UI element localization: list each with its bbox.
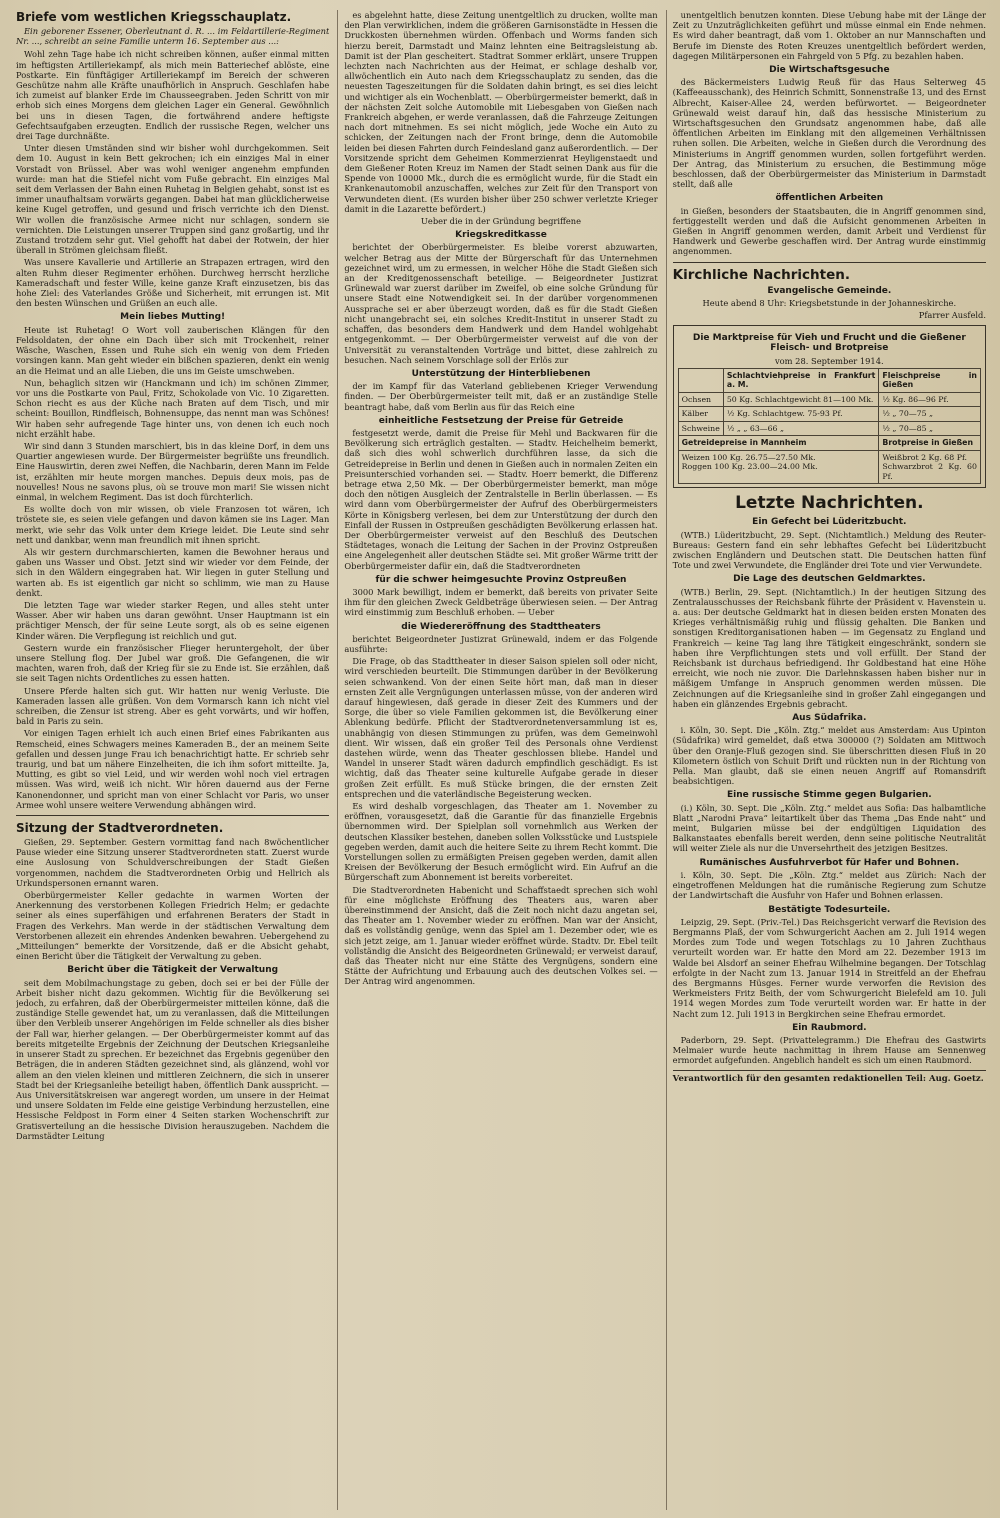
paragraph: (i.) Köln, 30. Sept. Die „Köln. Ztg.“ meldet aus Sofia: Das halbamtliche Blatt „Narodni Prava“ leitartikelt über das Thema „Das Ende naht“ und meint, Bulgarien müsse bei der endgültigen Liquidation des Balkanstaates ebenfalls bereit werden, denn seine politische Neutralität will weiter Ziele als nur die Unversehrtheit des jetzigen Besitzes. <box>672 802 986 854</box>
paragraph: Gestern wurde ein französischer Flieger heruntergeholt, der über unsere Stellung flog. Der Jubel war groß. Die Gefangenen, die wir machten, waren froh, daß der Krieg für sie zu Ende ist. Sie erzählen, daß sie seit Tagen nichts Ordentliches zu essen hatten. <box>16 642 330 684</box>
table-header: Getreidepreise in Mannheim <box>678 436 879 451</box>
paragraph: Heute ist Ruhetag! O Wort voll zauberischen Klängen für den Feldsoldaten, der ohne ein Dach über sich mit Trockenheit, reiner Wäsche, Waschen, Essen und Ruhe sich ein wenig von dem Frieden vorsingen kann. Man geht wieder ein bißchen spazieren, denkt ein wenig an die Heimat und an alle Lieben, die uns im Geiste umschweben. <box>16 324 330 376</box>
paragraph: i. Köln, 30. Sept. Die „Köln. Ztg.“ meldet aus Zürich: Nach der eingetroffenen Meldungen hat die rumänische Regierung zum Schutze der Landwirtschaft die Ausfuhr von Hafer und Bohnen erlassen. <box>672 869 986 901</box>
luderitz-title: Ein Gefecht bei Lüderitzbucht. <box>752 517 907 528</box>
cell-grain: Weizen 100 Kg. 26.75—27.50 Mk. Roggen 100 Kg. 23.00—24.00 Mk. <box>678 450 879 484</box>
church-body: Heute abend 8 Uhr: Kriegsbetstunde in der Johanneskirche. <box>702 297 957 308</box>
paragraph: Die Stadtverordneten Habenicht und Schaffstaedt sprechen sich wohl für eine möglichste Eröffnung des Theaters aus, waren aber übereinstimmend der Ansicht, daß die Zeit noch nicht dazu angetan sei, das Theater am 1. November wieder zu eröffnen. Man war der Ansicht, daß es vollständig genüge, wenn das Spiel am 1. Dezember oder, wie es sich jetzt zeige, am 1. Januar wieder eröffnet würde. Stadtv. Dr. Ebel teilt vollständig die Ansicht des Beigeordneten Grünewald; er verweist darauf, daß das Theater nicht nur eine Stätte des Vergnügens, sondern eine Stätte der Aufrichtung und Erbauung auch des deutschen Volkes sei. — Der Antrag wird angenommen. <box>344 884 658 987</box>
cell-frankfurt: ½ „ „ 63—66 „ <box>723 421 879 436</box>
market-box <box>673 325 986 488</box>
paragraph: festgesetzt werde, damit die Preise für Mehl und Backwaren für die Bevölkerung sich erträglich gestalten. — Stadtv. Heichelheim bemerkt, daß sich dies wohl schwerlich durchführen lasse, da sich die Getreidepreise in Berlin und denen in Gießen auch in normalen Zeiten ein Preisunterschied vorhanden sei. — Stadtv. Hoerr bemerkt, die Differenz betrage etwa 2,50 Mk. — Der Oberbürgermeister bemerkt, man möge doch den nötigen Ausgleich der Zentralstelle in Berlin überlassen. — Es wird dann vom Oberbürgermeister der Aufruf des Oberbürgermeisters Körte in Königsberg verlesen, bei dem zur Unterstützung der durch den Einfall der Russen in Ostpreußen geschädigten Bevölkerung erlassen hat. Der Oberbürgermeister verweist auf den Beschluß des Deutschen Städtetages, wonach die Leitung der Sachen in der Provinz Ostpreußen eine Angelegenheit aller deutschen Städte sei. Mit großer Wärme tritt der Oberbürgermeister dafür ein, daß die Stadtverordneten <box>344 427 658 571</box>
verdict-title: Bestätigte Todesurteile. <box>768 904 891 915</box>
paragraph: Oberbürgermeister Keller gedachte in warmen Worten der Anerkennung des verstorbenen Kollegen Friedrich Helm; er gedachte seiner als eines superfähigen und erfahrenen Beraters der Stadt in Fragen des Verkehrs. Man werde in der städtischen Verwaltung dem Verstorbenen allezeit ein ehrendes Andenken bewahren. Uebergehend zu „Mitteilungen“ bemerkte der Vorsitzende, daß er die Absicht gehabt, einen Bericht über die Tätigkeit der Verwaltung zu geben. <box>16 890 330 962</box>
romania-title: Rumänisches Ausfuhrverbot für Hafer und Bohnen. <box>699 857 960 868</box>
letters-title: Briefe vom westlichen Kriegsschauplatz. <box>16 10 292 24</box>
paragraph: (WTB.) Berlin, 29. Sept. (Nichtamtlich.) In der heutigen Sitzung des Zentralausschusses der Reichsbank führte der Präsident v. Havenstein u. a. aus: Der deutsche Geldmarkt hat in diesen beiden ersten Monaten des Krieges verhältnismäßig ruhig und flüssig gehalten. Die Banken und sonstigen Kreditorganisationen haben — im Gegensatz zu England und Frankreich — keine Tag lang ihre Tätigkeit eingeschränkt, sondern sie haben ihre Verpflichtungen stets und voll erfüllt. Der Stand der Reichsbank ist durchaus befriedigend. Ihr Goldbestand hat eine Höhe erreicht, wie noch nie zuvor. Die Darlehnskassen haben bisher nur in mäßigem Umfange in Anspruch genommen werden müssen. Die Zeichnungen auf die Kriegsanleihe sind in großer Zahl eingegangen und haben ein glänzendes Ergebnis gebracht. <box>672 586 986 709</box>
paragraph: Leipzig, 29. Sept. (Priv.-Tel.) Das Reichsgericht verwarf die Revision des Bergmanns Plaß, der vom Schwurgericht Aachen am 2. Juli 1914 wegen Mordes zum Tode und wegen Totschlags zu 10 Jahren Zuchthaus verurteilt worden war. Er hatte den Mord am 22. Dezember 1913 im Walde bei Alsdorf an seiner Ehefrau Wilhelmine begangen. Der Totschlag erfolgte in der Nacht zum 13. Januar 1914 in Streitfeld an der Ehefrau des Bergmanns Hüsges. Ferner wurde verworfen die Revision des Werkmeisters Fritz Beith, der vom Schwurgericht Bielefeld am 10. Juli 1914 wegen Mordes zum Tode verurteilt worden war. Er hatte in der Nacht zum 12. Juli 1913 in Bergkirchen seine Ehefrau ermordet. <box>672 916 986 1019</box>
paragraph: Unsere Pferde halten sich gut. Wir hatten nur wenig Verluste. Die Kameraden lassen alle grüßen. Von dem Vormarsch kann ich nicht viel schreiben, die Zensur ist streng. Aber es geht vorwärts, und wir hoffen, bald in Paris zu sein. <box>16 685 330 727</box>
paragraph: berichtet Beigeordneter Justizrat Grünewald, indem er das Folgende ausführte: <box>344 633 658 654</box>
editor-footer: Verantwortlich für den gesamten redaktionellen Teil: Aug. Goetz. <box>673 1070 986 1084</box>
church-sub: Evangelische Gemeinde. <box>767 285 892 296</box>
paragraph: Vor einigen Tagen erhielt ich auch einen Brief eines Fabrikanten aus Remscheid, eines Schwagers meines Kameraden B., der an meinem Seite gefallen und dessen junge Frau ich benachrichtigt hatte. Er schrieb sehr traurig, und bat um nähere Einzelheiten, die ich ihm sofort mitteilte. Ja, Mutting, es gibt so viel Leid, und wir werden wohl noch viel ertragen müssen. Was wird, weiß ich nicht. Wir hören dauernd aus der Ferne Kanonendonner, und spricht man von einer Schlacht vor Paris, wo unser Armee wohl unsere weitere Verwendung abhängen wird. <box>16 728 330 810</box>
paragraph: es abgelehnt hatte, diese Zeitung unentgeltlich zu drucken, wollte man den Plan verwirklichen, indem die größeren Garnisonstädte in Hessen die Druckkosten übernehmen würden. Offenbach und Worms fanden sich hierzu bereit, Darmstadt und Mainz lehnten eine Beitragsleistung ab. Damit ist der Plan gescheitert. Stadtrat Sommer erklärt, unsere Truppen lechzten nach Nachrichten aus der Heimat, er schlage deshalb vor, allwöchentlich ein Auto nach dem Kriegsschauplatz zu senden, das die neuesten Tageszeitungen für die Soldaten dahin bringt, es sei dies leicht und wichtiger als ein Wochenblatt. — Oberbürgermeister bemerkt, daß in der nächsten Zeit solche Automobile mit Liebesgaben von Gießen nach Frankreich abgehen, er werde veranlassen, daß die Fahrzeuge Zeitungen nach dort mitnehmen. Es sei nicht möglich, jede Woche ein Auto zu schicken, der Zeitungen nach der Front bringe, denn die Automobile leiden bei diesen Fahrten durch Feindesland ganz außerordentlich. — Der Vorsitzende spricht dem Geheimen Kommerzienrat Heyligenstaedt und dem Gießener Roten Kreuz im Namen der Stadt seinen Dank aus für die Spende von 10000 Mk., durch die es ermöglicht wurde, für die Stadt ein Krankenautomobil anzuschaffen, welches zur Zeit für den Transport von Verwundeten dient. (Es wurden bisher über 250 schwer verletzte Krieger damit in die Lazarette befördert.) <box>344 10 658 214</box>
cell-frankfurt: ½ Kg. Schlachtgew. 75-93 Pf. <box>723 407 879 422</box>
credit-title: Kriegskreditkasse <box>455 230 547 241</box>
cell-frankfurt: 50 Kg. Schlachtgewicht 81—100 Mk. <box>723 392 879 407</box>
prussia-title: für die schwer heimgesuchte Provinz Ostpreußen <box>375 574 627 585</box>
table-row <box>678 421 980 436</box>
divider <box>673 262 986 263</box>
cell-giessen: ½ „ 70—85 „ <box>879 421 981 436</box>
paragraph: des Bäckermeisters Ludwig Reuß für das Haus Selterweg 45 (Kaffeeausschank), des Heinrich Schmitt, Sonnenstraße 13, und des Ernst Albrecht, Kaiser-Allee 24, werden befürwortet. — Beigeordneter Grünewald weist darauf hin, daß das hessische Ministerium zu Wirtschaftsgesuchen den Grundsatz angenommen habe, daß alle öffentlichen Arbeiten im Einklang mit den allgemeinen Verhältnissen ruhen sollen. Die Arbeiten, welche in Gießen durch die Verordnung des Ministeriums in Angriff genommen wurden, sollen fortgeführt werden. Der Antrag, das Ministerium zu ersuchen, die Bestimmung möge beschlossen, daß der Oberbürgermeister das Ministerium in Darmstadt stellt, daß alle <box>672 77 986 190</box>
paragraph: Ueber die in der Gründung begriffene <box>420 216 582 227</box>
paragraph: seit dem Mobilmachungstage zu geben, doch sei er bei der Fülle der Arbeit bisher nicht dazu gekommen. Wichtig für die Bevölkerung sei jedoch, zu erfahren, daß der Oberbürgermeister mitteilen könne, daß die zuständige Stelle gewendet hat, um zu veranlassen, daß die Mitteilungen über den Verbleib unserer Angehörigen im Felde schneller als dies bisher der Fall war, hierher gelangen. — Der Oberbürgermeister kommt auf das bereits mitgeteilte Ergebnis der Zeichnung der Deutschen Kriegsanleihe in unserer Stadt zu sprechen. Er bezeichnet das Ergebnis gegenüber den Beträgen, die in anderen Städten gezeichnet sind, als glänzend, wohl vor allem an den vielen kleinen und mittleren Zeichnern, die sich in unserer Stadt bei der Kriegsanleihe beteiligt haben, öffentlich Dank ausspricht. — Aus Universitätskreisen war angeregt worden, um unsere in der Heimat und unsere Soldaten im Felde eine geistige Verbindung herzustellen, eine Hessische Feldpost in Form einer 4 Seiten starken Wochenschrift zur Gratisverteilung an die hessische Division herauszugeben. Nachdem die Darmstädter Leitung <box>16 977 330 1141</box>
paragraph: Es wird deshalb vorgeschlagen, das Theater am 1. November zu eröffnen, vorausgesetzt, daß die Garantie für das finanzielle Ergebnis übernommen wird. Der Spielplan soll vornehmlich aus Werken der deutschen Klassiker bestehen, daneben sollen Volksstücke und Lustspiele gegeben werden, damit auch die heitere Seite zu ihrem Recht kommt. Die Vorstellungen sollen zu ermäßigten Preisen gegeben werden, damit allen Kreisen der Bevölkerung der Besuch ermöglicht wird. Ein Aufruf an die Bürgerschaft zum Abonnement ist bereits vorbereitet. <box>344 801 658 883</box>
letters-sub: Ein geborener Essener, Oberleutnant d. R. ... im Feldartillerie-Regiment Nr. ..., schreibt an seine Familie unterm 16. September aus ...: <box>16 26 330 47</box>
mutting-title: Mein liebes Mutting! <box>120 312 226 323</box>
table-header: Schlachtviehpreise in Frankfurt a. M. <box>723 368 879 392</box>
paragraph: der im Kampf für das Vaterland gebliebenen Krieger Verwendung finden. — Der Oberbürgermeister teilt mit, daß er an zuständige Stelle beantragt habe, daß vom Berlin aus für das Reich eine <box>344 381 658 412</box>
paragraph: Wir sind dann 3 Stunden marschiert, bis in das kleine Dorf, in dem uns Quartier angewiesen wurde. Der Bürgermeister begrüßte uns freundlich. Eine Hauswirtin, deren zwei Neffen, die Nachbarin, deren Mann im Felde ist, erzählten mir heute morgen manches. Depuis deux mois, pas de nouvelles! Nous ne savons plus, où se trouve mon mari! Sie wissen nicht einmal, in welchem Regiment. Das ist doch fürchterlich. <box>16 440 330 502</box>
robbery-title: Ein Raubmord. <box>792 1022 867 1033</box>
market-table <box>678 368 981 485</box>
bulgaria-title: Eine russische Stimme gegen Bulgarien. <box>726 790 932 801</box>
paragraph: berichtet der Oberbürgermeister. Es bleibe vorerst abzuwarten, welcher Betrag aus der Mitte der Bürgerschaft für das Unternehmen gezeichnet wird, um zu ermessen, in welcher Höhe die Stadt Gießen sich an der Kreditgenossenschaft beteilige. — Beigeordneter Justizrat Grünewald war zuerst darüber im Zweifel, ob eine solche Gründung für unsere Stadt eine Notwendigkeit sei. In der darüber vorgenommenen Aussprache sei er aber überzeugt worden, daß es für die Stadt Gießen nicht unangebracht sei, ein solches Kredit-Institut in unserer Stadt zu schaffen, das besonders dem Handwerk und dem Handel wohlgehabt entgegenkommt. — Der Oberbürgermeister verweist auf die von der Universität zu veranstaltenden Vorträge und bittet, diese zahlreich zu besuchen. Nach seinem Vorschlage soll der Erlös zur <box>344 242 658 365</box>
paragraph: Wohl zehn Tage habe ich nicht schreiben können, außer einmal mitten im heftigsten Artilleriekampf, als mich mein Batteriechef ablöste, eine Postkarte. Ein fünftägiger Artilleriekampf im Bereich der schweren Geschütze nahm alle Kräfte unaufhörlich in Anspruch. Geschlafen habe ich zumeist auf blanker Erde im Chausseegraben. Jeden Schritt von mir erhob sich eines Morgens dem gleichen Lager ein General. Gewöhnlich bei uns in diesen Tagen, die fortwährend andere heftigste Gefechtsaufgaben erzeugten. Endlich der russische Regen, welcher uns drei Tage durchnäßte. <box>16 49 330 142</box>
africa-title: Aus Südafrika. <box>792 713 867 724</box>
table-row <box>678 392 980 407</box>
cell-bread: Weißbrot 2 Kg. 68 Pf. Schwarzbrot 2 Kg. 60 Pf. <box>879 450 981 484</box>
church-sign: Pfarrer Ausfeld. <box>918 310 986 321</box>
paragraph: Die letzten Tage war wieder starker Regen, und alles steht unter Wasser. Aber wir haben uns daran gewöhnt. Unser Hauptmann ist ein prächtiger Mensch, der für seine Leute sorgt, als ob es seine eigenen Kinder wären. Die Verpflegung ist reichlich und gut. <box>16 599 330 641</box>
divider <box>16 815 329 816</box>
column-2 <box>337 10 657 1510</box>
paragraph: Die Frage, ob das Stadttheater in dieser Saison spielen soll oder nicht, wird verschieden beurteilt. Die Stimmungen darüber in der Bevölkerung seien schwankend. Von der einen Seite hört man, daß man in dieser ernsten Zeit alle Vergnügungen unterlassen müsse, von der anderen wird darauf hingewiesen, daß gerade in dieser Zeit des Kummers und der Sorge, die über so viele Familien gekommen ist, die Bevölkerung einer Ablenkung bedürfe. Pflicht der Stadtverordnetenversammlung ist es, unabhängig von diesen Stimmungen zu prüfen, was dem Gemeinwohl dient. Wir wissen, daß ein großer Teil des Personals ohne Verdienst dastehen würde, wenn das Theater geschlossen bliebe. Handel und Wandel in unserer Stadt wären dadurch empfindlich geschädigt. Es ist wichtig, daß das Theater seine kulturelle Aufgabe gerade in dieser großen Zeit erfüllt. Es muß Stücke bringen, die der ernsten Zeit entsprechen und die vaterländische Begeisterung wecken. <box>344 656 658 799</box>
works-title: öffentlichen Arbeiten <box>775 193 884 204</box>
paragraph: unentgeltlich benutzen konnten. Diese Uebung habe mit der Länge der Zeit zu Unzuträglichkeiten geführt und müsse einmal ein Ende nehmen. Es wird daher beantragt, daß vom 1. Oktober an nur Mannschaften und Berufe im Dienste des Roten Kreuzes unentgeltlich befördert werden, dagegen Militärpersonen ein Fahrgeld von 5 Pfg. zu bezahlen haben. <box>672 10 986 61</box>
table-header: Brotpreise in Gießen <box>879 436 981 451</box>
paragraph: (WTB.) Lüderitzbucht, 29. Sept. (Nichtamtlich.) Meldung des Reuter-Bureaus: Gestern fand ein sehr lebhaftes Gefecht bei Lüderitzbucht zwischen Engländern und Deutschen statt. Die Deutschen hatten fünf Tote und zwei Verwundete, die Engländer drei Tote und vier Verwundete. <box>672 529 986 571</box>
column-1 <box>16 10 329 1510</box>
paragraph: in Gießen, besonders der Staatsbauten, die in Angriff genommen sind, fertiggestellt werden und daß die Aufsicht genommenen Arbeiten in Gießen in Angriff genommen werden, damit Arbeit und Verdienst für Handwerk und Gewerbe geschaffen wird. Der Antrag wurde einstimmig angenommen. <box>672 205 986 257</box>
market-date: vom 28. September 1914. <box>775 355 884 366</box>
prices-title: einheitliche Festsetzung der Preise für Getreide <box>378 415 624 426</box>
council-title: Sitzung der Stadtverordneten. <box>16 821 224 836</box>
paragraph: Was unsere Kavallerie und Artillerie an Strapazen ertragen, wird den alten Ruhm dieser Regimenter erhöhen. Durchweg herrscht herzliche Kameradschaft und fester Wille, keine ganze Kraft einzusetzen, bis das hohe Ziel: des Vaterlandes Größe und Sicherheit, mit errungen ist. Mit den besten Wünschen und Grüßen an euch alle. <box>16 257 330 309</box>
cell-giessen: ½ Kg. 86—96 Pf. <box>879 392 981 407</box>
cell-kind: Schweine <box>678 421 723 436</box>
money-title: Die Lage des deutschen Geldmarktes. <box>733 574 926 585</box>
paragraph: Nun, behaglich sitzen wir (Hanckmann und ich) im schönen Zimmer, vor uns die Postkarte von Paul, Fritz, Schokolade von Vic. 10 Zigaretten. Schon riecht es aus der Küche nach Braten auf dem Tisch, und mir scheint: Bouillon, Rindfleisch, Bohnensuppe, das nennt man was Schönes! Wir haben sehr aufregende Tage hinter uns, von denen ich euch noch nicht erzählt habe. <box>16 377 330 439</box>
cell-giessen: ½ „ 70—75 „ <box>879 407 981 422</box>
table-row <box>678 407 980 422</box>
table-header: Fleischpreise in Gießen <box>879 368 981 392</box>
church-title: Kirchliche Nachrichten. <box>672 266 851 283</box>
paragraph: Es wollte doch von mir wissen, ob viele Franzosen tot wären, ich tröstete sie, es seien viele gefangen und davon kämen sie ins Lager. Man merkt, wie sehr das Volk unter dem Kriege leidet. Die Leute sind sehr nett und dankbar, wenn man freundlich mit ihnen spricht. <box>16 504 330 545</box>
paragraph: Paderborn, 29. Sept. (Privattelegramm.) Die Ehefrau des Gastwirts Melmaier wurde heute nachmittag in ihrem Hause am Sennenweg ermordet aufgefunden. Angeblich handelt es sich um einen Raubmord. <box>672 1034 986 1066</box>
report-title: Bericht über die Tätigkeit der Verwaltung <box>67 965 279 976</box>
table-header <box>678 368 723 392</box>
table-row <box>678 450 980 484</box>
paragraph: Gießen, 29. September. Gestern vormittag fand nach 8wöchentlicher Pause wieder eine Sitzung unserer Stadtverordneten statt. Zuerst wurde eine Auslosung von Schuldverschreibungen der Stadt Gießen vorgenommen, nachdem die Stadtverordneten Orbig und Hellrich als Urkundspersonen ernannt waren. <box>16 837 330 888</box>
cell-kind: Kälber <box>678 407 723 422</box>
paragraph: Als wir gestern durchmarschierten, kamen die Bewohner heraus und gaben uns Wasser und Obst. Jetzt sind wir wieder vor dem Feinde, der sich in den Wäldern eingegraben hat. Wir liegen in guter Stellung und warten ab. Es ist eigentlich gar nicht so schlimm, wie man zu Hause denkt. <box>16 546 330 598</box>
paragraph: Unter diesen Umständen sind wir bisher wohl durchgekommen. Seit dem 10. August in kein Bett gekrochen; ich ein einziges Mal in einer Vorstadt von Brüssel. Aber was wohl weniger angenehm empfunden wurde: man hat die Stiefel nicht vom Fuße gebracht. Ein einziges Mal seit dem Verlassen der Bahn einen Ruhetag in Belgien gehabt, sonst ist es immer unaufhaltsam vorwärts gegangen. Dabei hat man glücklicherweise keine Kugel getroffen, und gesund und frisch verrichte ich den Dienst. Wir wollen die französische Armee nicht nur schlagen, sondern sie vernichten. Die Leistungen unserer Truppen sind ganz großartig, und ihr Zustand trotzdem sehr gut. Viel gehofft hat dabei der Rotwein, der hier überall in Strömen gleichsam fließt. <box>16 143 330 256</box>
latest-title: Letzte Nachrichten. <box>735 493 924 514</box>
theater-title: die Wiedereröffnung des Stadttheaters <box>401 621 601 632</box>
market-title: Die Marktpreise für Vieh und Frucht und die Gießener Fleisch- und Brotpreise <box>692 333 966 354</box>
paragraph: 3000 Mark bewilligt, indem er bemerkt, daß bereits von privater Seite ihm für den gleichen Zweck Geldbeträge überwiesen seien. — Der Antrag wird einstimmig zum Beschluß erhoben. — Ueber <box>344 586 658 618</box>
cell-kind: Ochsen <box>678 392 723 407</box>
paragraph: i. Köln, 30. Sept. Die „Köln. Ztg.“ meldet aus Amsterdam: Aus Upinton (Südafrika) wird gemeldet, daß etwa 300000 (?) Soldaten am Mittwoch über den Oranje-Fluß gezogen sind. Sie überschritten diesen Fluß in 20 Kilometern östlich von Schuit Drift und rückten nun in der Richtung von Pella. Man glaubt, daß sie einen neuen Angriff auf Romansdrift beabsichtigen. <box>672 725 986 787</box>
column-3 <box>666 10 986 1510</box>
econ-title: Die Wirtschaftsgesuche <box>769 65 890 76</box>
support-title: Unterstützung der Hinterbliebenen <box>411 368 591 379</box>
